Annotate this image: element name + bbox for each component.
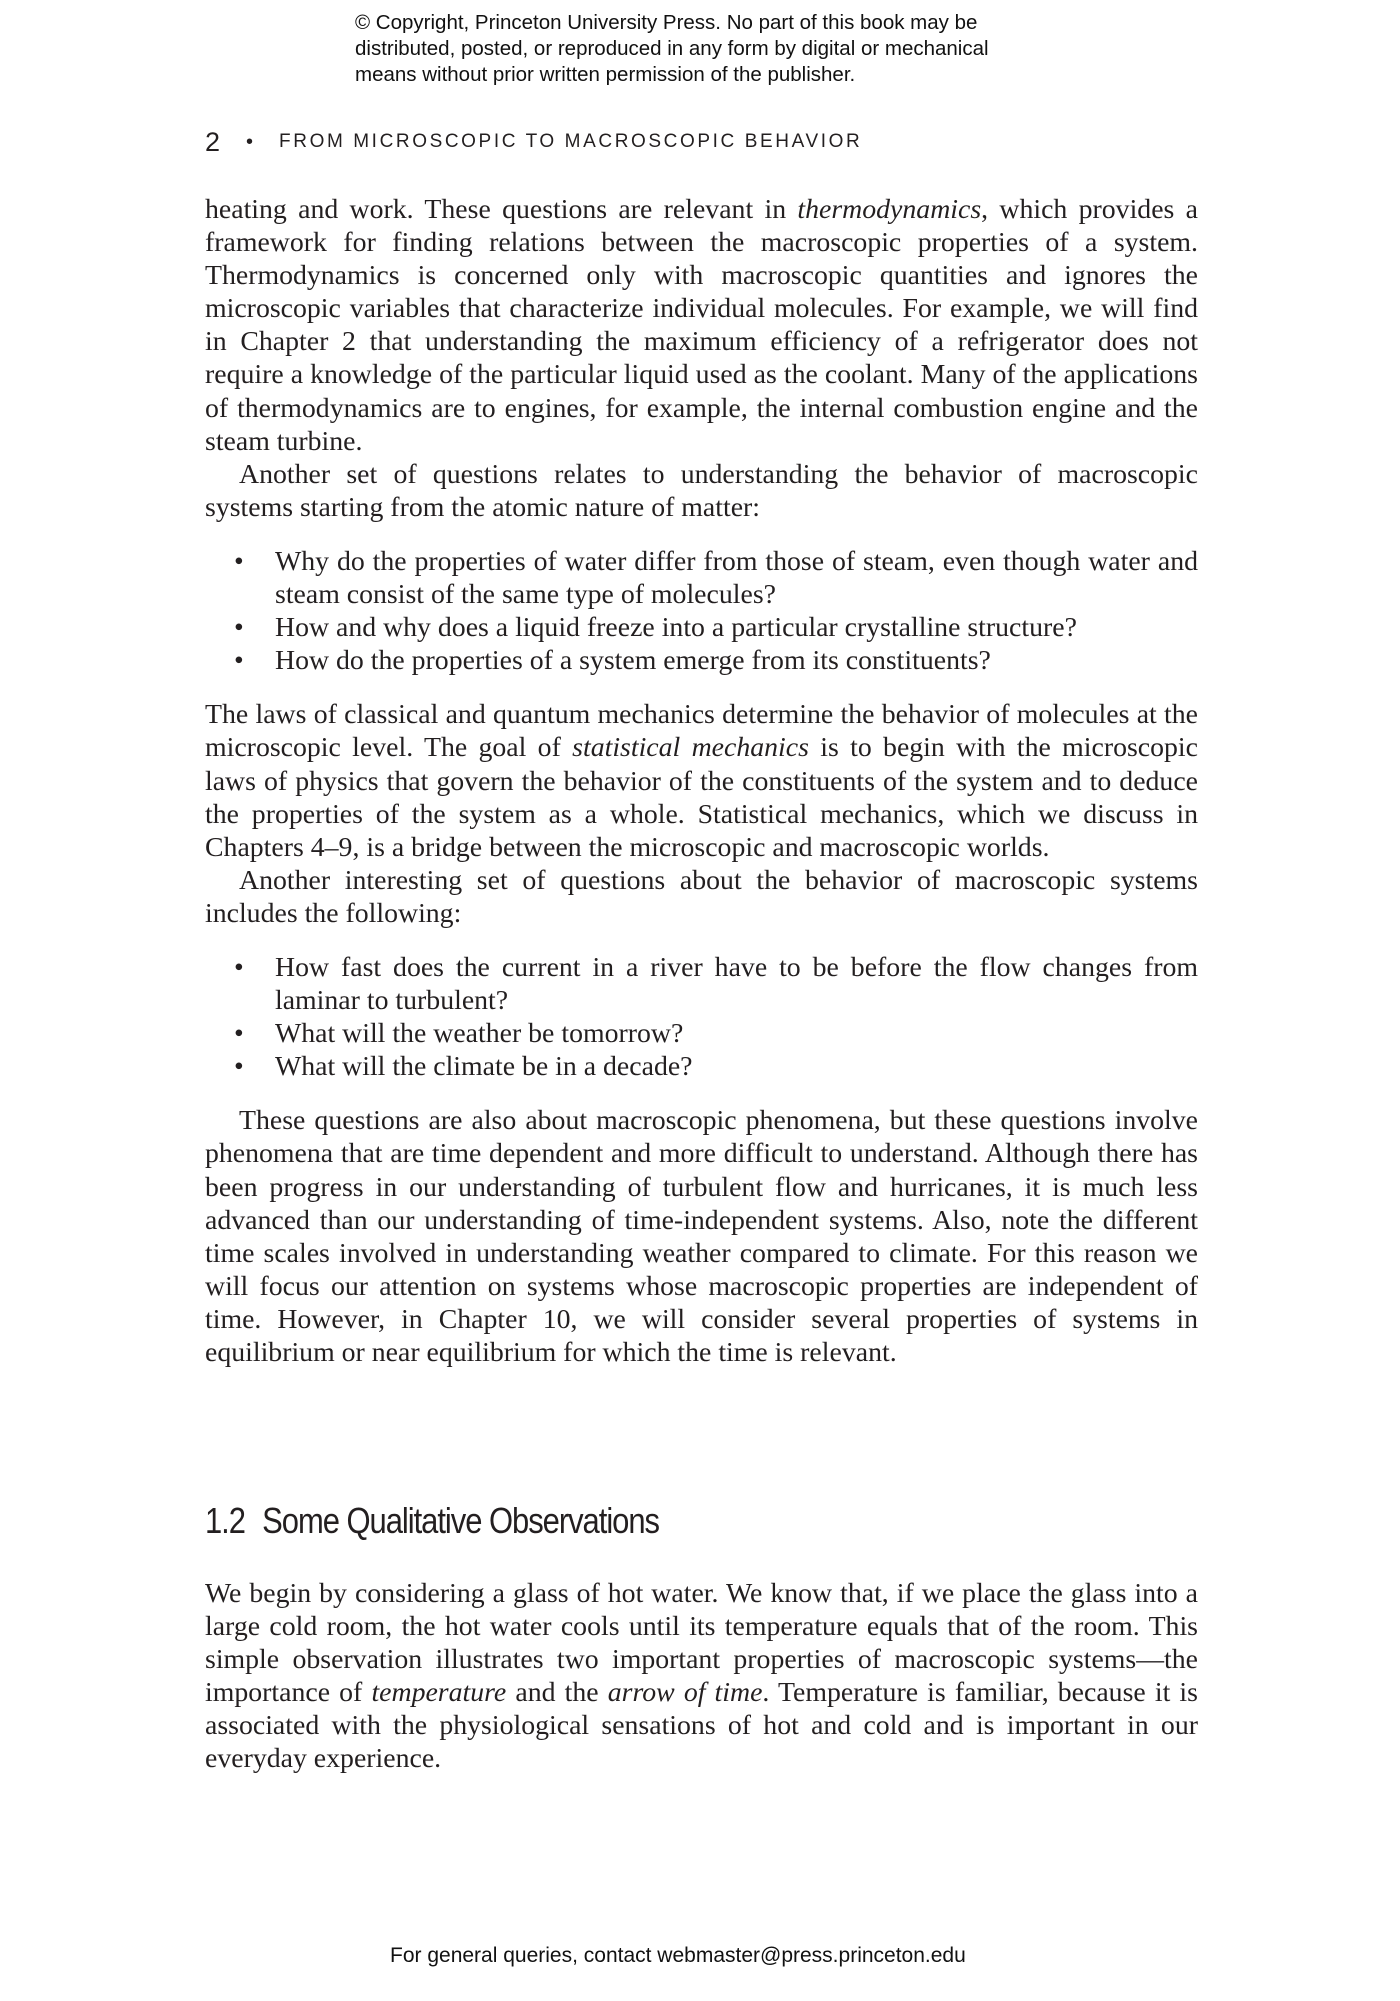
list-item [205, 951, 1198, 1017]
text-run: and the [506, 1677, 608, 1709]
list-item [205, 611, 1198, 644]
paragraph-macroscopic-questions: Another interesting set of questions about the behavior of macroscopic systems includes the following: [205, 864, 1198, 929]
emphasis-statistical-mechanics: statistical mechanics [572, 732, 809, 764]
question-list-2 [205, 951, 1198, 1083]
section-text [205, 1577, 1198, 1776]
bullet-icon: • [234, 545, 244, 577]
copyright-notice [355, 10, 1095, 88]
running-head-title: FROM MICROSCOPIC TO MACROSCOPIC BEHAVIOR [279, 131, 863, 152]
list-item-text: What will the weather be tomorrow? [275, 1018, 684, 1050]
bullet-icon: • [234, 612, 244, 644]
list-item [205, 1017, 1198, 1050]
footer-contact: For general queries, contact webmaster@press.princeton.edu [390, 1944, 966, 1967]
list-item-text: How do the properties of a system emerge from its constituents? [275, 645, 991, 677]
bullet-icon: • [234, 645, 244, 677]
emphasis-arrow-of-time: arrow of time [607, 1677, 763, 1709]
list-item-text: How and why does a liquid freeze into a particular crystalline structure? [275, 612, 1077, 644]
text-run: is to begin with the microscopic laws of physics that govern the behavior of the constituents of the system and to deduce the properties of the system as a whole. Statistical mechanics, which we discuss in Chapters 4–9, is a bridge between the microscopic and macroscopic worlds. [205, 732, 1198, 863]
question-list-1 [205, 545, 1198, 677]
paragraph-time-dependent: These questions are also about macroscopic phenomena, but these questions involve phenomena that are time dependent and more difficult to understand. Although there has been progress in our understanding of turbulent flow and hurricanes, it is much less advanced than our understanding of time-independent systems. Also, note the different time scales involved in understanding weather compared to climate. For this reason we will focus our attention on systems whose macroscopic properties are independent of time. However, in Chapter 10, we will consider several properties of systems in equilibrium or near equilibrium for which the time is relevant. [205, 1105, 1198, 1368]
page-number: 2 [205, 126, 221, 157]
text-run: , which provides a framework for finding relations between the macroscopic properties of a system. Thermodynamics is concerned only with macroscopic quantities and ignores the microscopic variables that characterize individual molecules. For example, we will find in Chapter 2 that understanding the maximum efficiency of a refrigerator does not require a knowledge of the particular liquid used as the coolant. Many of the applications of thermodynamics are to engines, for example, the internal combustion engine and the steam turbine. [205, 194, 1198, 457]
section-heading [205, 1500, 659, 1542]
running-head-bullet: • [246, 130, 254, 153]
text-run: heating and work. These questions are relevant in [205, 194, 798, 225]
list-item [205, 545, 1198, 611]
text-run: The laws of classical and quantum mechanics determine the behavior of molecules at the microscopic level. The goal of [205, 699, 1198, 764]
copyright-line-1: © Copyright, Princeton University Press. No part of this book may be [355, 11, 978, 34]
emphasis-thermodynamics: thermodynamics [797, 194, 982, 225]
list-item-text: How fast does the current in a river have to be before the flow changes from laminar to turbulent? [275, 951, 1198, 1017]
body-text [205, 193, 1198, 1369]
copyright-line-3: means without prior written permission of the publisher. [355, 63, 856, 86]
paragraph-hot-water [205, 1577, 1198, 1776]
running-head [205, 124, 862, 160]
text-run: We begin by considering a glass of hot water. We know that, if we place the glass into a large cold room, the hot water cools until its temperature equals that of the room. This simple observation illustrates two important properties of macroscopic systems—the importance of [205, 1578, 1198, 1709]
bullet-icon: • [234, 1018, 244, 1050]
bullet-icon: • [234, 1051, 244, 1083]
section-number: 1.2 [205, 1500, 245, 1541]
paragraph-atomic-questions: Another set of questions relates to understanding the behavior of macroscopic systems starting from the atomic nature of matter: [205, 458, 1198, 523]
paragraph-statistical-mechanics [205, 698, 1198, 863]
section-title: Some Qualitative Observations [262, 1500, 659, 1541]
list-item-text: What will the climate be in a decade? [275, 1051, 693, 1083]
bullet-icon: • [234, 951, 244, 983]
list-item-text: Why do the properties of water differ from those of steam, even though water and steam consist of the same type of molecules? [275, 545, 1198, 611]
text-run: . Temperature is familiar, because it is associated with the physiological sensations of hot and cold and is important in our everyday experience. [205, 1677, 1198, 1775]
paragraph-thermodynamics [205, 193, 1198, 458]
list-item [205, 1050, 1198, 1083]
emphasis-temperature: temperature [371, 1677, 507, 1709]
copyright-line-2: distributed, posted, or reproduced in any form by digital or mechanical [355, 37, 989, 60]
list-item [205, 644, 1198, 677]
